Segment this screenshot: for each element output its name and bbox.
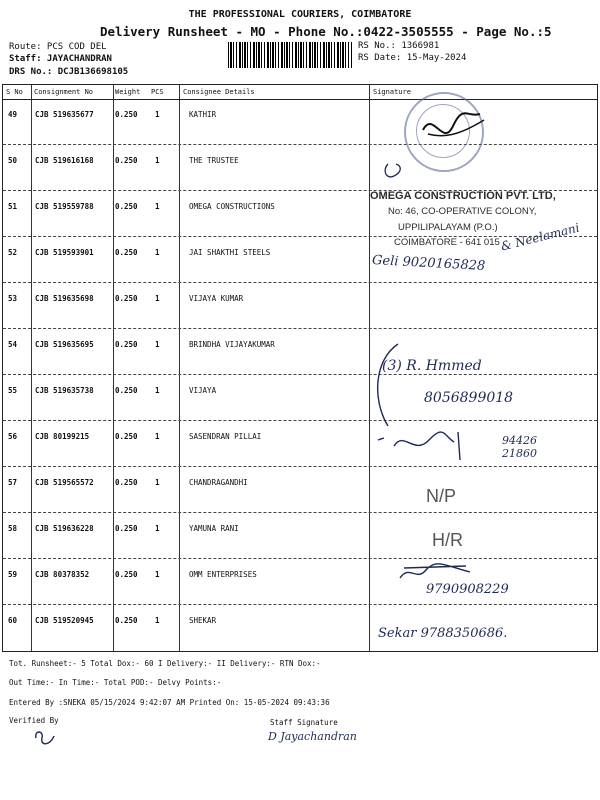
cell-pcs: 1 bbox=[155, 478, 160, 487]
col-consignee: Consignee Details bbox=[183, 88, 255, 96]
cell-consignment: CJB 80199215 bbox=[35, 432, 90, 441]
company-name: THE PROFESSIONAL COURIERS, COIMBATORE bbox=[188, 9, 412, 20]
col-pcs: PCS bbox=[151, 88, 164, 96]
omega-stamp-line2: No: 46, CO-OPERATIVE COLONY, bbox=[388, 206, 537, 217]
cell-consignment: CJB 519635695 bbox=[35, 340, 94, 349]
cell-weight: 0.250 bbox=[115, 432, 138, 441]
signature-row-50 bbox=[380, 156, 410, 186]
cell-sno: 52 bbox=[8, 248, 18, 257]
handwriting-row-52: & Neelamani bbox=[499, 220, 581, 254]
runsheet-title: Delivery Runsheet - MO - Phone No.:0422-3505555 - Page No.:5 bbox=[100, 24, 552, 39]
omega-stamp-line4: COIMBATORE - 641 015 bbox=[394, 237, 500, 248]
barcode-image bbox=[228, 42, 352, 68]
table-row bbox=[3, 467, 597, 513]
col-consignment: Consignment No bbox=[34, 88, 94, 96]
cell-consignee: JAI SHAKTHI STEELS bbox=[189, 248, 271, 257]
cell-consignee: OMM ENTERPRISES bbox=[189, 570, 257, 579]
cell-sno: 53 bbox=[8, 294, 18, 303]
table-row bbox=[3, 329, 597, 375]
cell-consignment: CJB 80378352 bbox=[35, 570, 90, 579]
table-header bbox=[3, 85, 597, 100]
cell-consignment: CJB 519565572 bbox=[35, 478, 94, 487]
cell-consignee: SHEKAR bbox=[189, 616, 217, 625]
cell-pcs: 1 bbox=[155, 202, 160, 211]
cell-weight: 0.250 bbox=[115, 478, 138, 487]
cell-pcs: 1 bbox=[155, 432, 160, 441]
cell-consignment: CJB 519635738 bbox=[35, 386, 94, 395]
cell-weight: 0.250 bbox=[115, 294, 138, 303]
cell-sno: 54 bbox=[8, 340, 18, 349]
signature-row-56 bbox=[374, 426, 474, 462]
cell-consignment: CJB 519616168 bbox=[35, 156, 94, 165]
cell-pcs: 1 bbox=[155, 340, 160, 349]
col-sno: S No bbox=[6, 88, 23, 96]
entered-by: Entered By :SNEKA 05/15/2024 9:42:07 AM Printed On: 15-05-2024 09:43:36 bbox=[9, 698, 330, 707]
cell-consignment: CJB 519593901 bbox=[35, 248, 94, 257]
cell-sno: 49 bbox=[8, 110, 18, 119]
cell-weight: 0.250 bbox=[115, 340, 138, 349]
staff-signature-label: Staff Signature bbox=[270, 718, 338, 727]
rs-date: RS Date: 15-May-2024 bbox=[358, 53, 467, 63]
handwriting-row-60: Sekar 9788350686. bbox=[378, 626, 508, 641]
cell-weight: 0.250 bbox=[115, 248, 138, 257]
cell-pcs: 1 bbox=[155, 294, 160, 303]
handwriting-row-55-phone: 8056899018 bbox=[424, 390, 514, 406]
cell-sno: 58 bbox=[8, 524, 18, 533]
cell-consignment: CJB 519635698 bbox=[35, 294, 94, 303]
cell-pcs: 1 bbox=[155, 156, 160, 165]
cell-sno: 51 bbox=[8, 202, 18, 211]
handwriting-row-58-hr: H/R bbox=[432, 530, 463, 550]
cell-pcs: 1 bbox=[155, 570, 160, 579]
totals-line-1: Tot. Runsheet:- 5 Total Dox:- 60 I Delivery:- II Delivery:- RTN Dox:- bbox=[9, 659, 321, 668]
handwriting-row-55: (3) R. Hmmed bbox=[382, 358, 482, 374]
staff-signature: D Jayachandran bbox=[268, 730, 357, 743]
runsheet-table bbox=[2, 84, 598, 652]
handwriting-row-57-np: N/P bbox=[426, 486, 457, 506]
table-row bbox=[3, 283, 597, 329]
cell-consignee: VIJAYA bbox=[189, 386, 217, 395]
cell-consignee: YAMUNA RANI bbox=[189, 524, 239, 533]
col-weight: Weight bbox=[115, 88, 141, 96]
table-row bbox=[3, 145, 597, 191]
cell-consignee: SASENDRAN PILLAI bbox=[189, 432, 262, 441]
handwriting-row-52-phone: Geli 9020165828 bbox=[371, 253, 486, 274]
cell-weight: 0.250 bbox=[115, 616, 138, 625]
cell-pcs: 1 bbox=[155, 386, 160, 395]
cell-weight: 0.250 bbox=[115, 386, 138, 395]
route-label: Route: PCS COD DEL bbox=[9, 42, 107, 52]
signature-bracket-row-54 bbox=[368, 340, 408, 430]
signature-row-49 bbox=[418, 108, 488, 148]
handwriting-row-59-phone: 9790908229 bbox=[426, 582, 509, 597]
cell-sno: 60 bbox=[8, 616, 18, 625]
cell-sno: 59 bbox=[8, 570, 18, 579]
cell-consignment: CJB 519520945 bbox=[35, 616, 94, 625]
cell-weight: 0.250 bbox=[115, 524, 138, 533]
cell-consignee: OMEGA CONSTRUCTIONS bbox=[189, 202, 275, 211]
cell-pcs: 1 bbox=[155, 616, 160, 625]
omega-stamp-line1: OMEGA CONSTRUCTION PVT. LTD, bbox=[370, 190, 556, 202]
handwriting-row-56-phone: 94426 21860 bbox=[502, 434, 537, 460]
cell-sno: 50 bbox=[8, 156, 18, 165]
cell-pcs: 1 bbox=[155, 524, 160, 533]
verified-signature bbox=[30, 728, 60, 748]
cell-weight: 0.250 bbox=[115, 110, 138, 119]
cell-consignment: CJB 519636228 bbox=[35, 524, 94, 533]
cell-consignee: THE TRUSTEE bbox=[189, 156, 239, 165]
cell-weight: 0.250 bbox=[115, 570, 138, 579]
cell-sno: 57 bbox=[8, 478, 18, 487]
col-signature: Signature bbox=[373, 88, 411, 96]
table-row bbox=[3, 513, 597, 559]
cell-sno: 55 bbox=[8, 386, 18, 395]
cell-pcs: 1 bbox=[155, 110, 160, 119]
rs-number: RS No.: 1366981 bbox=[358, 41, 440, 51]
cell-weight: 0.250 bbox=[115, 202, 138, 211]
omega-stamp-line3: UPPILIPALAYAM (P.O.) bbox=[398, 222, 498, 233]
table-row bbox=[3, 99, 597, 145]
cell-consignee: VIJAYA KUMAR bbox=[189, 294, 244, 303]
drs-number: DRS No.: DCJB136698105 bbox=[9, 67, 129, 77]
cell-sno: 56 bbox=[8, 432, 18, 441]
cell-consignee: CHANDRAGANDHI bbox=[189, 478, 248, 487]
table-row bbox=[3, 605, 597, 651]
cell-consignee: BRINDHA VIJAYAKUMAR bbox=[189, 340, 275, 349]
staff-label: Staff: JAYACHANDRAN bbox=[9, 54, 112, 64]
totals-line-2: Out Time:- In Time:- Total POD:- Delvy Points:- bbox=[9, 678, 222, 687]
verified-by-label: Verified By bbox=[9, 716, 59, 725]
cell-consignee: KATHIR bbox=[189, 110, 217, 119]
cell-consignment: CJB 519635677 bbox=[35, 110, 94, 119]
cell-consignment: CJB 519559788 bbox=[35, 202, 94, 211]
cell-pcs: 1 bbox=[155, 248, 160, 257]
cell-weight: 0.250 bbox=[115, 156, 138, 165]
